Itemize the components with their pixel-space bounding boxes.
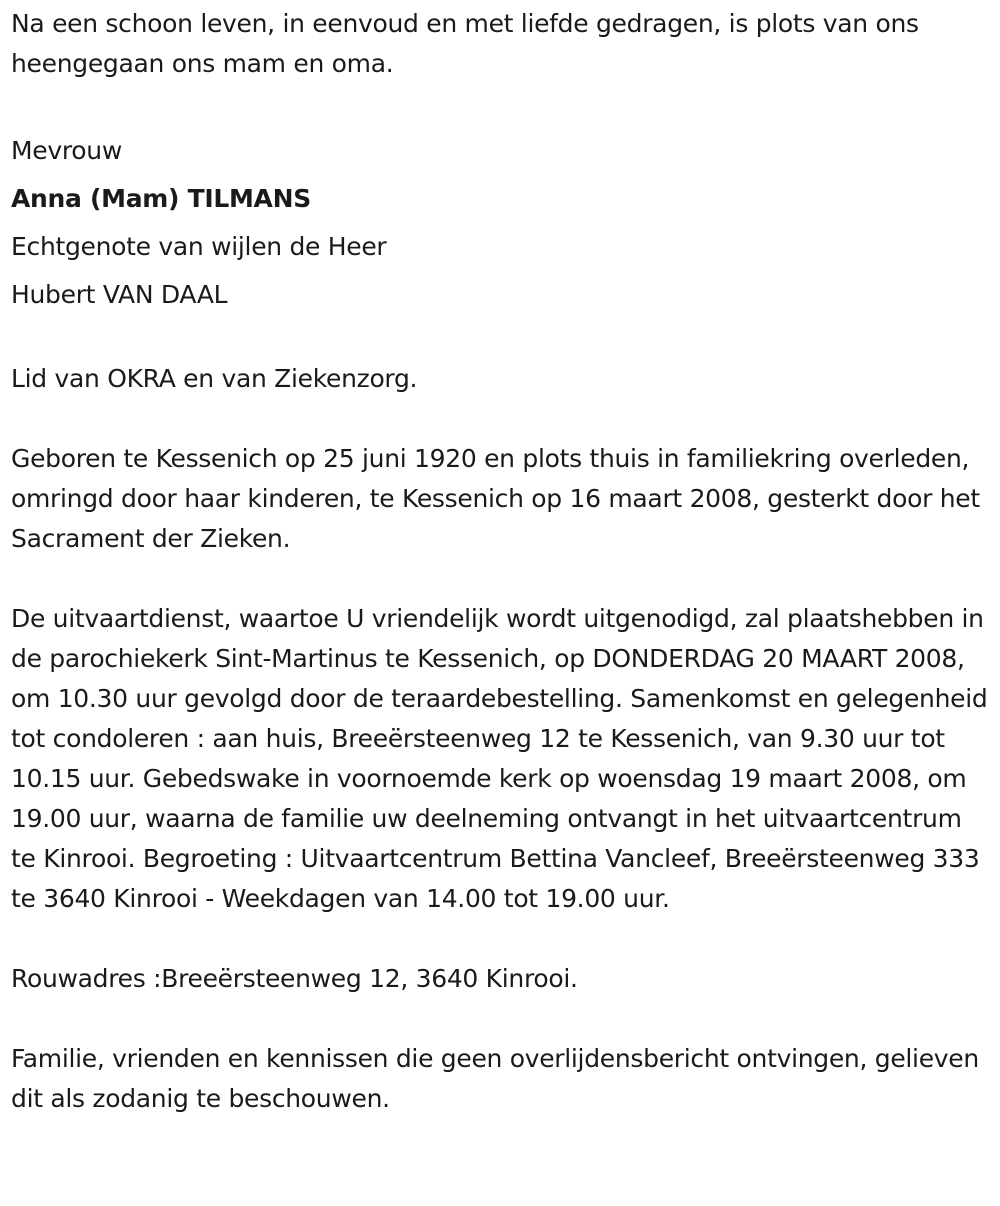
mourning-address: Rouwadres :Breeërsteenweg 12, 3640 Kinrooi. [11,964,578,993]
deceased-identity [11,127,990,319]
spacer [11,999,990,1039]
closing-paragraph: Familie, vrienden en kennissen die geen overlijdensbericht ontvingen, gelieven dit als zodanig te beschouwen. [11,1044,979,1113]
membership-paragraph: Lid van OKRA en van Ziekenzorg. [11,364,418,393]
birth-death-paragraph: Geboren te Kessenich op 25 juni 1920 en plots thuis in familiekring overleden, omringd door haar kinderen, te Kessenich op 16 maart 2008, gesterkt door het Sacrament der Zieken. [11,444,980,553]
spacer [11,559,990,599]
intro-paragraph: Na een schoon leven, in eenvoud en met liefde gedragen, is plots van ons heengegaan ons mam en oma. [11,9,919,78]
deceased-name: Anna (Mam) TILMANS [11,184,311,213]
spouse-relation: Echtgenote van wijlen de Heer [11,232,387,261]
spacer [11,319,990,359]
spacer [11,84,990,124]
honorific: Mevrouw [11,136,122,165]
spouse-name: Hubert VAN DAAL [11,280,228,309]
funeral-paragraph: De uitvaartdienst, waartoe U vriendelijk wordt uitgenodigd, zal plaatshebben in de parochiekerk Sint-Martinus te Kessenich, op DONDERDAG 20 MAART 2008, om 10.30 uur gevolgd door de teraardebestelling. Samenkomst en gelegenheid tot condoleren : aan huis, Breeërsteenweg 12 te Kessenich, van 9.30 uur tot 10.15 uur. Gebedswake in voornoemde kerk op woensdag 19 maart 2008, om 19.00 uur, waarna de familie uw deelneming ontvangt in het uitvaartcentrum te Kinrooi. Begroeting : Uitvaartcentrum Bettina Vancleef, Breeërsteenweg 333 te 3640 Kinrooi - Weekdagen van 14.00 tot 19.00 uur. [11,604,988,913]
spacer [11,399,990,439]
spacer [11,919,990,959]
